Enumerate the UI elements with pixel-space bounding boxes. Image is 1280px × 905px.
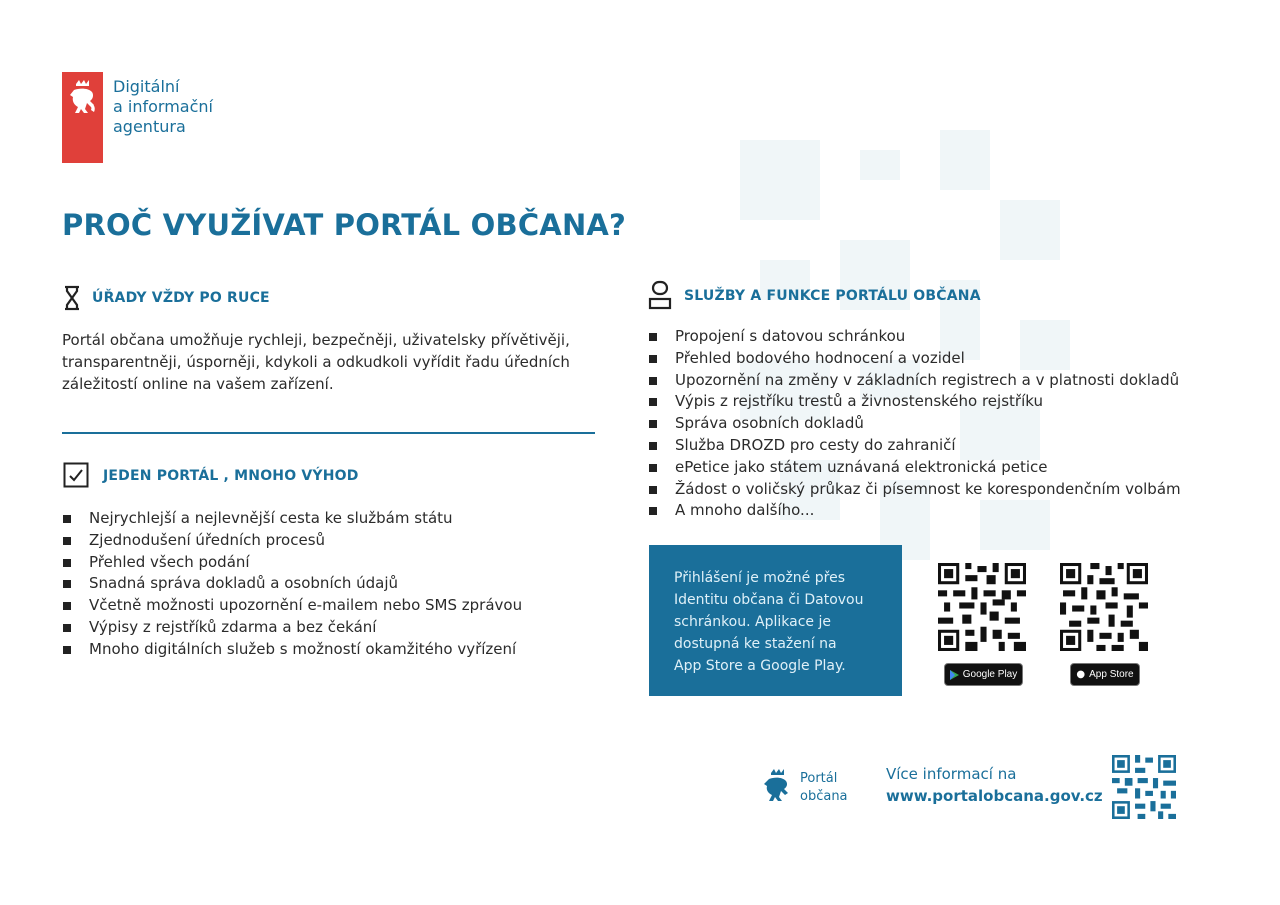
portal-obcana-lion-icon <box>763 768 793 806</box>
list-item: Nejrychlejší a nejlevnější cesta ke službám státu <box>62 508 522 530</box>
advantages-list <box>62 508 522 661</box>
section-heading-one-portal: JEDEN PORTÁL , MNOHO VÝHOD <box>103 468 359 484</box>
list-item: Výpis z rejstříku trestů a živnostenského rejstříku <box>648 391 1181 413</box>
list-item: Upozornění na změny v základních registrech a v platnosti dokladů <box>648 370 1181 392</box>
portal-obcana-logo-text <box>800 770 848 806</box>
section-divider <box>62 432 595 434</box>
list-item: Mnoho digitálních služeb s možností okamžitého vyřízení <box>62 639 522 661</box>
list-item: Přehled bodového hodnocení a vozidel <box>648 348 1181 370</box>
list-item: Přehled všech podání <box>62 552 522 574</box>
more-info-label: Více informací na <box>886 765 1017 783</box>
dia-logo-line: Digitální <box>113 77 180 96</box>
list-item: Služba DROZD pro cesty do zahraničí <box>648 435 1181 457</box>
list-item: Správa osobních dokladů <box>648 413 1181 435</box>
apple-icon: ● <box>1076 669 1086 680</box>
checkbox-icon <box>63 462 89 488</box>
dia-logo-line: a informační <box>113 97 213 116</box>
user-icon <box>648 280 672 310</box>
google-play-badge[interactable] <box>944 663 1023 686</box>
services-list <box>648 326 1181 522</box>
list-item: Snadná správa dokladů a osobních údajů <box>62 573 522 595</box>
login-info-box <box>649 545 902 696</box>
hourglass-icon <box>63 285 83 311</box>
login-info-line: dostupná ke stažení na <box>674 636 837 652</box>
dia-logo-line: agentura <box>113 117 186 136</box>
login-info-line: schránkou. Aplikace je <box>674 614 831 630</box>
portal-logo-line: Portál <box>800 771 838 786</box>
paragraph-line: záležitostí online na vašem zařízení. <box>62 375 334 393</box>
paragraph-line: transparentněji, úsporněji, kdykoli a odkudkoli vyřídit řadu úředních <box>62 353 570 371</box>
portal-url-link[interactable]: www.portalobcana.gov.cz <box>886 787 1103 805</box>
list-item: Žádost o voličský průkaz či písemnost ke korespondenčním volbám <box>648 479 1181 501</box>
google-play-qr-code[interactable] <box>938 563 1026 651</box>
page-title: PROČ VYUŽÍVAT PORTÁL OBČANA? <box>62 208 627 242</box>
section-heading-offices: ÚŘADY VŽDY PO RUCE <box>92 290 270 306</box>
app-store-badge[interactable] <box>1070 663 1140 686</box>
offices-paragraph <box>62 329 602 395</box>
portal-logo-line: občana <box>800 789 848 804</box>
list-item: ePetice jako státem uznávaná elektronická petice <box>648 457 1181 479</box>
login-info-line: Identitu občana či Datovou <box>674 592 864 608</box>
czech-lion-icon <box>66 78 100 118</box>
login-info-line: Přihlášení je možné přes <box>674 570 845 586</box>
list-item: Výpisy z rejstříků zdarma a bez čekání <box>62 617 522 639</box>
list-item: Zjednodušení úředních procesů <box>62 530 522 552</box>
list-item: Včetně možnosti upozornění e-mailem nebo SMS zprávou <box>62 595 522 617</box>
list-item: A mnoho dalšího... <box>648 500 1181 522</box>
section-heading-services: SLUŽBY A FUNKCE PORTÁLU OBČANA <box>684 288 981 304</box>
app-store-qr-code[interactable] <box>1060 563 1148 651</box>
google-play-icon <box>950 670 959 680</box>
portal-website-qr-code[interactable] <box>1112 755 1176 819</box>
app-store-label: App Store <box>1089 669 1134 680</box>
google-play-label: Google Play <box>962 669 1018 680</box>
list-item: Propojení s datovou schránkou <box>648 326 1181 348</box>
login-info-line: App Store a Google Play. <box>674 658 846 674</box>
dia-logo-text <box>113 77 213 137</box>
paragraph-line: Portál občana umožňuje rychleji, bezpečněji, uživatelsky přívětivěji, <box>62 331 570 349</box>
